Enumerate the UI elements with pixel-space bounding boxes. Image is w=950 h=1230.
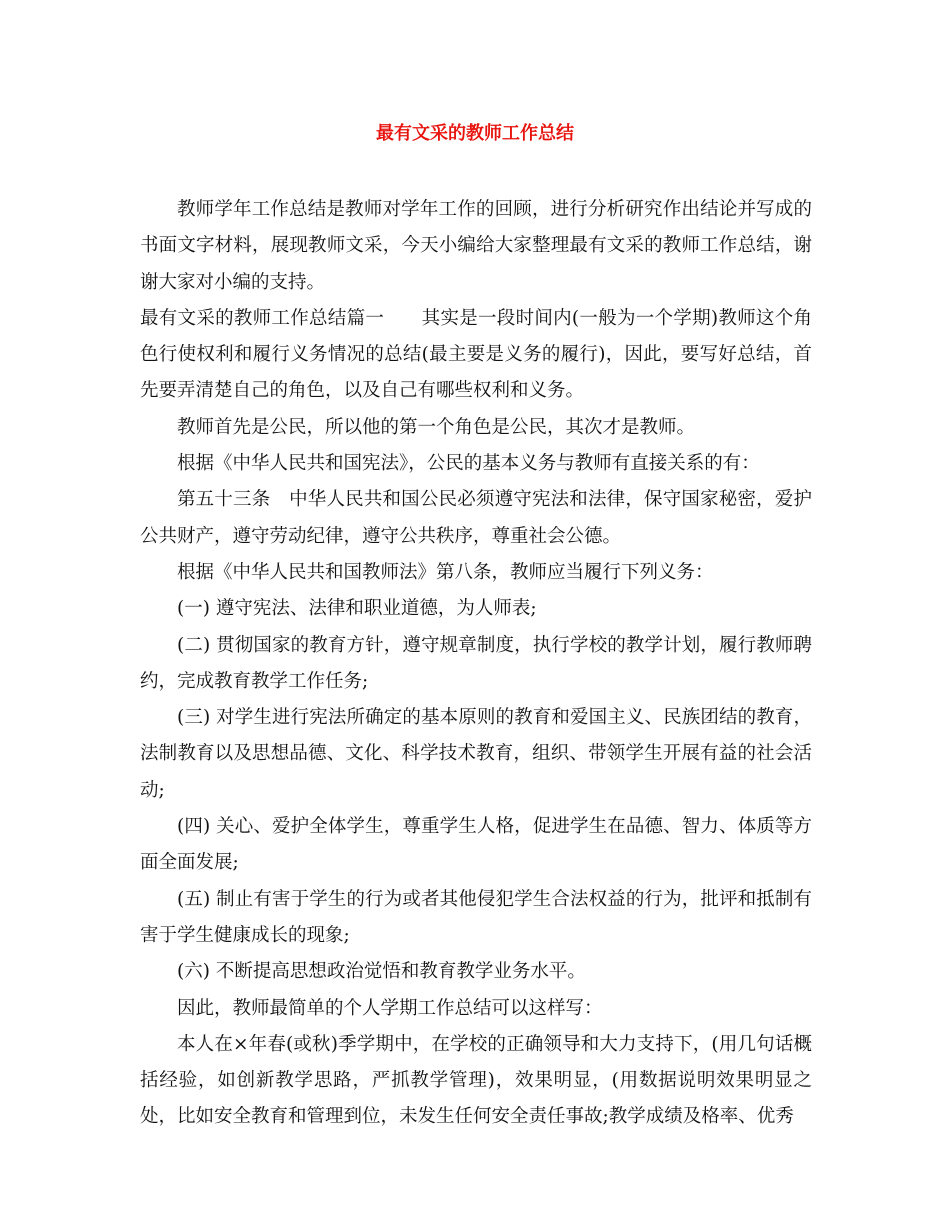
section-one-paragraph: 最有文采的教师工作总结篇一 其实是一段时间内(一般为一个学期)教师这个角色行使权利和履行义务情况的总结(最主要是义务的履行)，因此，要写好总结，首先要弄清楚自己的角色，以及自己有哪些权利和义务。 xyxy=(140,307,812,402)
duty-item-2: (二) 贯彻国家的教育方针，遵守规章制度，执行学校的教学计划，履行教师聘约，完成教育教学工作任务; xyxy=(140,634,812,692)
duty-item-1: (一) 遵守宪法、法律和职业道德，为人师表; xyxy=(177,598,537,620)
duty-item-3: (三) 对学生进行宪法所确定的基本原则的教育和爱国主义、民族团结的教育，法制教育以及思想品德、文化、科学技术教育，组织、带领学生开展有益的社会活动; xyxy=(140,707,812,801)
duty-item-5: (五) 制止有害于学生的行为或者其他侵犯学生合法权益的行为，批评和抵制有害于学生健康成长的现象; xyxy=(140,888,812,946)
intro-paragraph: 教师学年工作总结是教师对学年工作的回顾，进行分析研究作出结论并写成的书面文字材料，展现教师文采，今天小编给大家整理最有文采的教师工作总结，谢谢大家对小编的支持。 xyxy=(140,199,812,293)
duty-item-4: (四) 关心、爱护全体学生，尊重学生人格，促进学生在品德、智力、体质等方面全面发展; xyxy=(140,816,812,874)
paragraph-summary-intro: 因此，教师最简单的个人学期工作总结可以这样写： xyxy=(177,997,603,1019)
paragraph-teacher-role: 教师首先是公民，所以他的第一个角色是公民，其次才是教师。 xyxy=(177,416,696,438)
paragraph-constitution: 根据《中华人民共和国宪法》，公民的基本义务与教师有直接关系的有： xyxy=(177,453,760,475)
paragraph-summary-template: 本人在×年春(或秋)季学期中，在学校的正确领导和大力支持下，(用几句话概括经验，如创新教学思路，严抓教学管理)，效果明显，(用数据说明效果明显之处，比如安全教育和管理到位，未发生任何安全责任事故;教学成绩及格率、优秀 xyxy=(140,1033,812,1128)
duty-item-6: (六) 不断提高思想政治觉悟和教育教学业务水平。 xyxy=(177,961,586,983)
paragraph-article-53: 第五十三条 中华人民共和国公民必须遵守宪法和法律，保守国家秘密，爱护公共财产，遵守劳动纪律，遵守公共秩序，尊重社会公德。 xyxy=(140,489,812,547)
paragraph-teachers-law: 根据《中华人民共和国教师法》第八条，教师应当履行下列义务： xyxy=(177,561,714,583)
document-title: 最有文采的教师工作总结 xyxy=(376,123,574,144)
document-body xyxy=(140,192,812,1136)
